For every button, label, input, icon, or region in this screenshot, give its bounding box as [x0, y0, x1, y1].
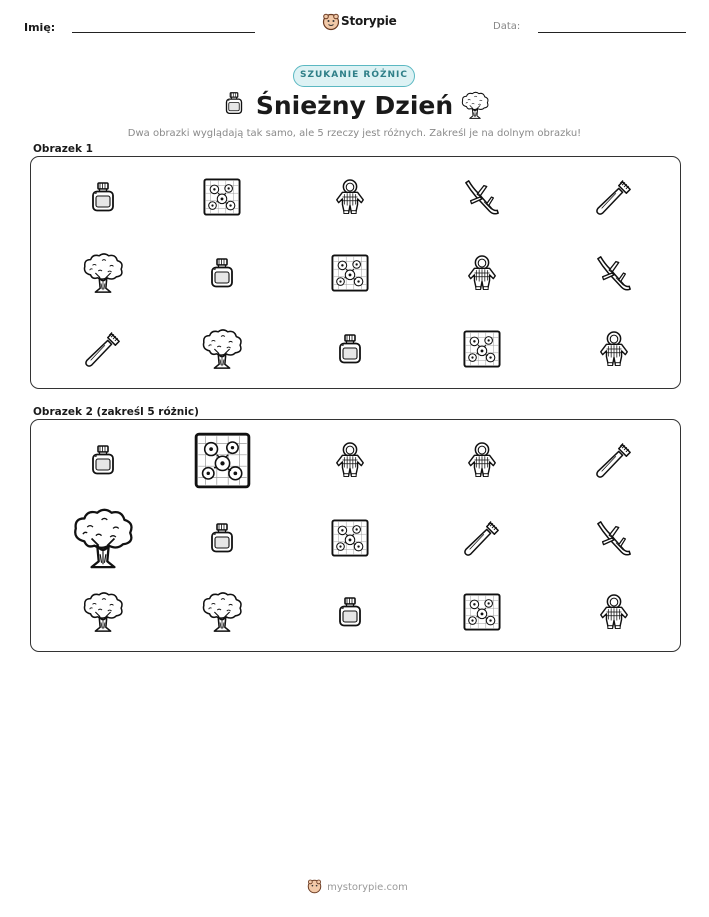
storypie-logo-icon: [322, 13, 340, 31]
title-tree-icon: [460, 91, 490, 119]
toothbrush-icon: [84, 330, 122, 368]
flower-tile-icon: [463, 330, 501, 368]
page-title: Śnieżny Dzień: [255, 91, 454, 120]
name-line[interactable]: [72, 32, 255, 33]
flower-tile-icon[interactable]: [194, 432, 251, 489]
flower-tile-icon[interactable]: [331, 519, 369, 557]
bottle-icon: [338, 334, 362, 364]
tree-icon: [200, 328, 244, 370]
branch-icon: [463, 178, 501, 216]
bottle-icon[interactable]: [210, 523, 234, 553]
tree-icon[interactable]: [81, 591, 125, 633]
snowsuit-icon[interactable]: [465, 442, 499, 478]
snowsuit-icon[interactable]: [597, 594, 631, 630]
toothbrush-icon[interactable]: [463, 519, 501, 557]
tree-icon[interactable]: [200, 591, 244, 633]
bottle-icon[interactable]: [91, 445, 115, 475]
tree-icon[interactable]: [70, 507, 136, 570]
name-label: Imię:: [24, 21, 56, 34]
date-line[interactable]: [538, 32, 686, 33]
activity-badge: SZUKANIE RÓŻNIC: [293, 65, 415, 87]
date-label: Data:: [493, 21, 521, 32]
bottle-icon: [91, 182, 115, 212]
snowsuit-icon: [333, 179, 367, 215]
snowsuit-icon[interactable]: [333, 442, 367, 478]
flower-tile-icon[interactable]: [463, 593, 501, 631]
tree-icon: [81, 252, 125, 294]
picture2-label: Obrazek 2 (zakreśl 5 różnic): [33, 406, 199, 418]
picture1-label: Obrazek 1: [33, 143, 93, 155]
bottle-icon[interactable]: [338, 597, 362, 627]
toothbrush-icon[interactable]: [595, 441, 633, 479]
footer-url[interactable]: mystorypie.com: [327, 882, 408, 893]
bottle-icon: [210, 258, 234, 288]
branch-icon[interactable]: [595, 519, 633, 557]
toothbrush-icon: [595, 178, 633, 216]
branch-icon: [595, 254, 633, 292]
flower-tile-icon: [203, 178, 241, 216]
snowsuit-icon: [597, 331, 631, 367]
brand-name: Storypie: [341, 14, 397, 28]
snowsuit-icon: [465, 255, 499, 291]
flower-tile-icon: [331, 254, 369, 292]
instructions: Dwa obrazki wyglądają tak samo, ale 5 rzeczy jest różnych. Zakreśl je na dolnym obrazku!: [127, 128, 582, 139]
